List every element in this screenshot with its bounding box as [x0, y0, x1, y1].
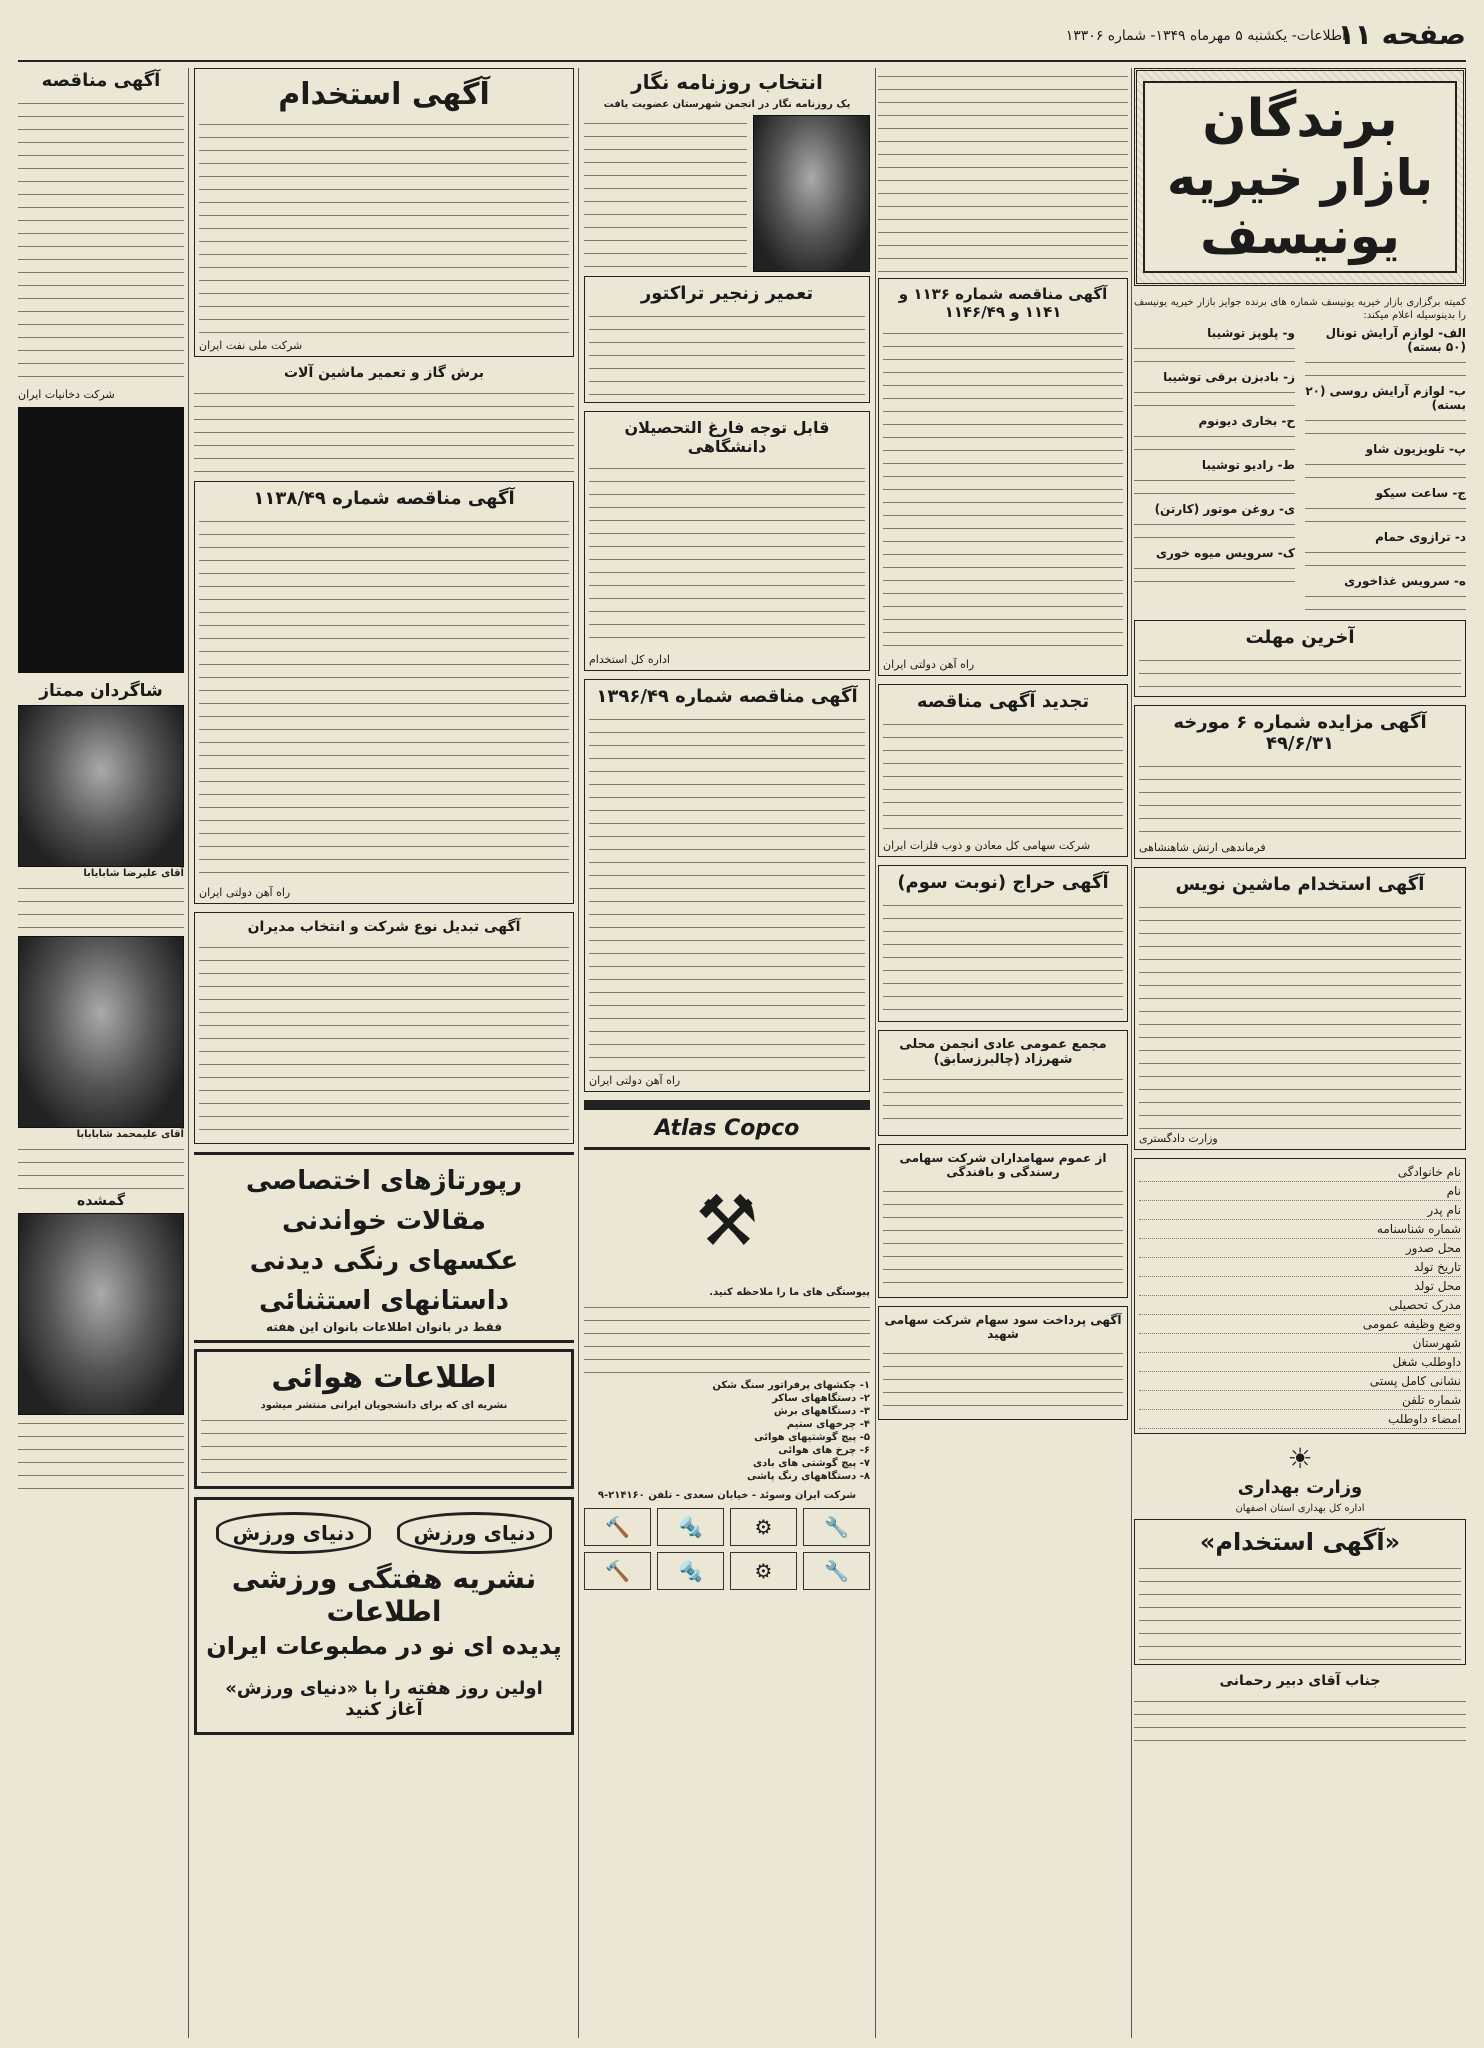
form-field	[1139, 1239, 1461, 1258]
atlas-text: پیوستگی های ما را ملاحظه کنید.	[709, 1287, 870, 1298]
tender1-sig: راه آهن دولتی ایران	[883, 658, 975, 671]
hiring-sig: شرکت ملی نفت ایران	[199, 339, 303, 352]
ad-line: مقالات خواندنی	[282, 1206, 486, 1236]
form-field-label: محل تولد	[1414, 1279, 1461, 1293]
prize-item	[1305, 442, 1466, 482]
column-3	[584, 68, 870, 2038]
last-notice	[1134, 620, 1466, 697]
sports-logo: دنیای ورزش	[216, 1512, 372, 1554]
hiring-title: آگهی استخدام	[278, 77, 490, 112]
prize-name: د- ترازوی حمام	[1375, 530, 1466, 544]
air-text: نشریه ای که برای دانشجویان ایرانی منتشر میشود	[260, 1400, 508, 1411]
dividend-title: آگهی پرداخت سود سهام شرکت سهامی شهید	[884, 1313, 1122, 1341]
application-form	[1134, 1158, 1466, 1434]
form-field	[1139, 1391, 1461, 1410]
prize-name: ز- بادبزن برقی توشیبا	[1163, 370, 1295, 384]
form-field-label: شماره تلفن	[1401, 1393, 1461, 1407]
atlas-list-item: ۲- دستگاههای ساکر	[772, 1393, 870, 1404]
tender2-title: آگهی مناقصه شماره ۱۳۹۶/۴۹	[596, 686, 858, 707]
prize-item	[1305, 326, 1466, 380]
form-field-label: وضع وظیفه عمومی	[1362, 1317, 1461, 1331]
atlas-list-item: ۵- پیچ گوشتیهای هوائی	[754, 1432, 870, 1443]
column-2	[878, 68, 1128, 2038]
auction3-title: آگهی حراج (نوبت سوم)	[897, 872, 1109, 893]
renew-notice	[878, 684, 1128, 857]
prize-item	[1134, 326, 1295, 366]
typist-sig: وزارت دادگستری	[1139, 1132, 1218, 1145]
assembly-title: مجمع عمومی عادی انجمن محلی شهرزاد (چالبرزسابق)	[899, 1037, 1107, 1067]
spray-icon: 🔧	[803, 1552, 870, 1590]
sports-foot: اولین روز هفته را با «دنیای ورزش» آغاز کنید	[225, 1678, 543, 1720]
prize-name: ب- لوازم آرایش روسی (۲۰ بسته)	[1305, 384, 1466, 412]
ad-line: داستانهای استثنائی	[259, 1286, 509, 1316]
auction-sig: فرماندهی ارتش شاهنشاهی	[1139, 841, 1266, 854]
tobacco-tender-title: آگهی مناقصه	[41, 70, 161, 91]
student-2-name: آقای علیمحمد شابابابا	[76, 1129, 184, 1140]
graduates-title: قابل توجه فارغ التحصیلان دانشگاهی	[624, 418, 830, 456]
prizes-intro: کمیته برگزاری بازار خیریه یونیسف شماره های برنده جوایز بازار خیریه یونیسف را بدینوسیله اعلام میکند:	[1134, 297, 1466, 321]
prize-item	[1134, 458, 1295, 498]
ad-sub: فقط در بانوان اطلاعات بانوان این هفته	[265, 1320, 503, 1334]
prize-name: الف- لوازم آرایش تونال (۵۰ بسته)	[1325, 326, 1466, 354]
form-field	[1139, 1201, 1461, 1220]
lion-sun-emblem: ☀	[1287, 1442, 1313, 1475]
graduates-sig: اداره کل استخدام	[589, 653, 670, 666]
form-field-label: نام پدر	[1427, 1203, 1461, 1217]
form-field-label: نام	[1446, 1184, 1461, 1198]
renew-title: تجدید آگهی مناقصه	[916, 691, 1090, 712]
form-field	[1139, 1163, 1461, 1182]
page-header	[18, 8, 1466, 62]
tobacco-tender-sig: شرکت دخانیات ایران	[18, 388, 115, 401]
form-field-label: شماره شناسنامه	[1376, 1222, 1461, 1236]
graduates-notice	[584, 411, 870, 671]
shareholders-notice	[878, 1144, 1128, 1298]
drill-icon: 🔧	[803, 1508, 870, 1546]
welfare-ministry: وزارت بهداری	[1237, 1477, 1363, 1498]
form-field	[1139, 1334, 1461, 1353]
assembly-notice	[878, 1030, 1128, 1136]
auction-notice	[1134, 705, 1466, 859]
tender3-title: آگهی مناقصه شماره ۱۱۳۸/۴۹	[253, 488, 515, 509]
student-1-name: آقای علیرضا شابایابا	[83, 868, 184, 879]
tender2-sig: راه آهن دولتی ایران	[589, 1074, 681, 1087]
auction-title: آگهی مزایده شماره ۶ مورخه ۴۹/۶/۳۱	[1173, 712, 1427, 754]
form-field-label: نام خانوادگی	[1397, 1165, 1461, 1179]
column-4	[194, 68, 574, 2038]
form-field	[1139, 1220, 1461, 1239]
journalist-title: انتخاب روزنامه نگار	[631, 70, 823, 94]
nut-icon: 🔩	[657, 1552, 724, 1590]
form-field-label: شهرستان	[1412, 1336, 1461, 1350]
lost-child-photo	[18, 1213, 184, 1415]
renew-sig: شرکت سهامی کل معادن و ذوب فلزات ایران	[883, 839, 1091, 852]
prize-name: پ- تلویزیون شاو	[1365, 442, 1466, 456]
students-title: شاگردان ممتاز	[39, 681, 163, 701]
ad-line: رپورتاژهای اختصاصی	[245, 1166, 523, 1196]
prize-name: ج- ساعت سیکو	[1375, 486, 1466, 500]
welfare-notice	[1134, 1519, 1466, 1665]
journalist-sub: یک روزنامه نگار در انجمن شهرستان عضویت یافت	[603, 99, 851, 110]
atlas-list-item: ۱- چکشهای پرفراتور سنگ شکن	[712, 1380, 870, 1391]
condolence-title: جناب آقای دبیر رحمانی	[1219, 1673, 1381, 1689]
prize-name: ی- روغن موتور (کارتن)	[1154, 502, 1295, 516]
form-field-label: مدرک تحصیلی	[1388, 1298, 1461, 1312]
atlas-addr: شرکت ایران وسوئد - خیابان سعدی - تلفن ۲۱۴۱۶۰-۹	[597, 1490, 857, 1501]
oil-title: برش گاز و تعمیر ماشین آلات	[283, 365, 485, 381]
shareholders-title: از عموم سهامداران شرکت سهامی رسندگی و بافندگی	[899, 1151, 1107, 1179]
typist-notice	[1134, 867, 1466, 1150]
mallet-icon: 🔨	[584, 1552, 651, 1590]
ad-line: عکسهای رنگی دیدنی	[249, 1246, 519, 1276]
student-photo-1	[18, 705, 184, 867]
unicef-banner	[1134, 68, 1466, 286]
prize-name: ط- رادیو توشیبا	[1201, 458, 1295, 472]
atlas-list-item: ۳- دستگاههای برش	[773, 1406, 870, 1417]
sports-title: نشریه هفتگی ورزشی اطلاعات	[231, 1562, 537, 1628]
atlas-list-item: ۶- چرخ های هوائی	[778, 1445, 870, 1456]
form-field-label: تاریخ تولد	[1413, 1260, 1461, 1274]
prize-name: و- پلوپز توشیبا	[1207, 326, 1295, 340]
form-field-label: محل صدور	[1405, 1241, 1461, 1255]
form-field	[1139, 1372, 1461, 1391]
air-title: اطلاعات هوائی	[271, 1360, 497, 1395]
prize-item	[1305, 530, 1466, 570]
wrench-icon: 🔩	[657, 1508, 724, 1546]
form-field	[1139, 1258, 1461, 1277]
prize-name: ح- بخاری دیونوم	[1198, 414, 1295, 428]
tender3-notice	[194, 481, 574, 904]
prize-item	[1134, 546, 1295, 586]
lost-title: گمشده	[76, 1193, 126, 1209]
women-magazine-ad	[194, 1152, 574, 1343]
auction3-notice	[878, 865, 1128, 1022]
form-field-label: امضاء داوطلب	[1387, 1412, 1461, 1426]
atlas-list-item: ۸- دستگاههای رنگ پاشی	[747, 1471, 870, 1482]
prize-item	[1305, 486, 1466, 526]
change-notice	[194, 912, 574, 1144]
sports-ad	[194, 1497, 574, 1735]
prize-list	[1134, 326, 1466, 614]
atlas-list-item: ۷- پیچ گوشتی های بادی	[752, 1458, 870, 1469]
air-edition-ad	[194, 1349, 574, 1489]
grinder-icon: ⚙	[730, 1508, 797, 1546]
calligraphy-ad	[18, 407, 184, 673]
column-1	[1134, 68, 1466, 2038]
prize-item	[1134, 414, 1295, 454]
dateline: اطلاعات- یکشنبه ۵ مهرماه ۱۳۴۹- شماره ۱۳۳۰۶	[1065, 28, 1346, 44]
prize-item	[1305, 384, 1466, 438]
tender3-sig: راه آهن دولتی ایران	[199, 886, 291, 899]
prize-item	[1134, 370, 1295, 410]
column-5	[18, 68, 184, 2038]
dividend-notice	[878, 1306, 1128, 1420]
atlas-copco-logo: Atlas Copco	[584, 1100, 870, 1150]
form-field	[1139, 1182, 1461, 1201]
banner-line-1: برندگان	[1202, 89, 1398, 149]
atlas-list-item: ۴- چرخهای ستیم	[786, 1419, 870, 1430]
form-field	[1139, 1296, 1461, 1315]
welfare-office: اداره کل بهداری استان اصفهان	[1235, 1503, 1365, 1514]
chisel-icon: ⚙	[730, 1552, 797, 1590]
page-number: صفحه ۱۱	[1337, 18, 1466, 51]
drill-icon: ⚒	[695, 1180, 759, 1262]
journalist-photo	[753, 115, 870, 272]
form-field	[1139, 1315, 1461, 1334]
prize-item	[1305, 574, 1466, 614]
form-field-label: داوطلب شغل	[1392, 1355, 1461, 1369]
form-field	[1139, 1353, 1461, 1372]
banner-line-2: بازار خیریه یونیسف	[1166, 149, 1434, 265]
prize-name: ک- سرویس میوه خوری	[1155, 546, 1295, 560]
welfare-title: «آگهی استخدام»	[1199, 1528, 1401, 1556]
hiring-notice	[194, 68, 574, 357]
last-notice-title: آخرین مهلت	[1245, 627, 1355, 648]
tractor-title: تعمیر زنجیر تراکتور	[640, 283, 814, 304]
form-field	[1139, 1410, 1461, 1429]
tender2-notice	[584, 679, 870, 1092]
student-photo-2	[18, 936, 184, 1128]
sports-logo: دنیای ورزش	[397, 1512, 553, 1554]
atlas-list	[584, 1379, 870, 1483]
hammer-icon: 🔨	[584, 1508, 651, 1546]
typist-title: آگهی استخدام ماشین نویس	[1175, 874, 1425, 895]
sports-sub: پدیده ای نو در مطبوعات ایران	[206, 1632, 562, 1660]
tender1-notice	[878, 278, 1128, 676]
tool-grid	[584, 1508, 870, 1590]
tender1-title: آگهی مناقصه شماره ۱۱۳۶ و ۱۱۴۱ و ۱۱۴۶/۴۹	[898, 285, 1108, 321]
form-field	[1139, 1277, 1461, 1296]
form-field-label: نشانی کامل پستی	[1369, 1374, 1461, 1388]
tractor-notice	[584, 276, 870, 403]
prize-item	[1134, 502, 1295, 542]
change-title: آگهی تبدیل نوع شرکت و انتخاب مدیران	[247, 919, 521, 935]
prize-name: ه- سرویس غذاخوری	[1344, 574, 1466, 588]
